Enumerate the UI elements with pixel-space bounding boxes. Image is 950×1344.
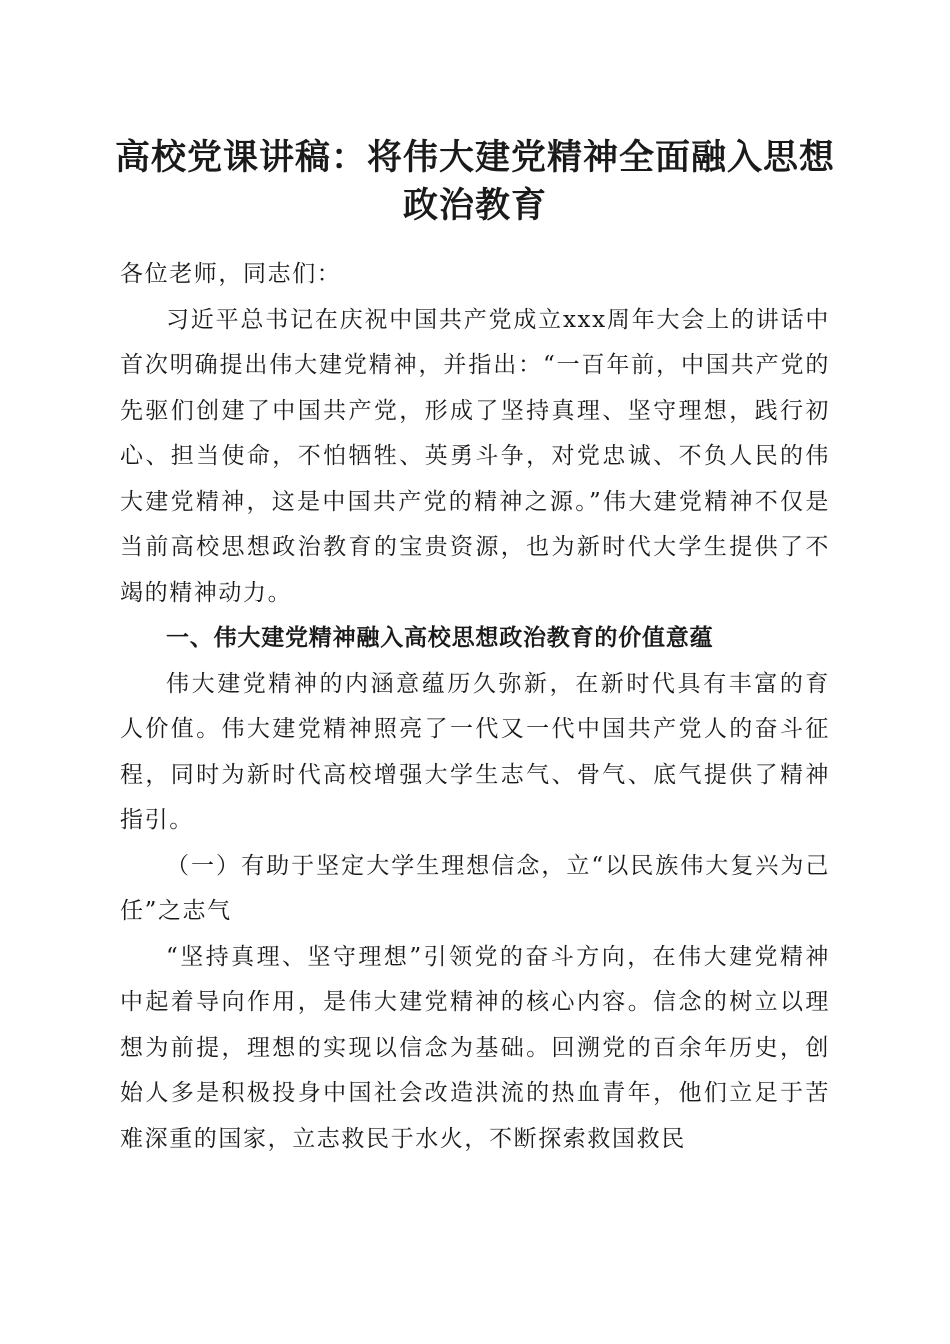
paragraph-intro: 习近平总书记在庆祝中国共产党成立xxx周年大会上的讲话中首次明确提出伟大建党精神，并指出：“一百年前，中国共产党的先驱们创建了中国共产党，形成了坚持真理、坚守理想，践行初心、担当使命，不怕牺牲、英勇斗争，对党忠诚、不负人民的伟大建党精神，这是中国共产党的精神之源。”伟大建党精神不仅是当前高校思想政治教育的宝贵资源，也为新时代大学生提供了不竭的精神动力。 [120,306,830,606]
document-title: 高校党课讲稿：将伟大建党精神全面融入思想政治教育 [114,137,835,226]
paragraph-value: 伟大建党精神的内涵意蕴历久弥新，在新时代具有丰富的育人价值。伟大建党精神照亮了一代又一代中国共产党人的奋斗征程，同时为新时代高校增强大学生志气、骨气、底气提供了精神指引。 [120,670,830,833]
salutation: 各位老师，同志们： [120,261,342,287]
paragraph-ideals: “坚持真理、坚守理想”引领党的奋斗方向，在伟大建党精神中起着导向作用，是伟大建党精神的核心内容。信念的树立以理想为前提，理想的实现以信念为基础。回溯党的百余年历史，创始人多是积极投身中国社会改造洪流的热血青年，他们立足于苦难深重的国家，立志救民于水火，不断探索救国救民 [120,943,830,1152]
section-heading-1: 一、伟大建党精神融入高校思想政治教育的价值意蕴 [166,625,714,651]
document-body [120,252,830,1162]
subsection-heading-1: （一）有助于坚定大学生理想信念，立“以民族伟大复兴为己任”之志气 [120,852,830,924]
